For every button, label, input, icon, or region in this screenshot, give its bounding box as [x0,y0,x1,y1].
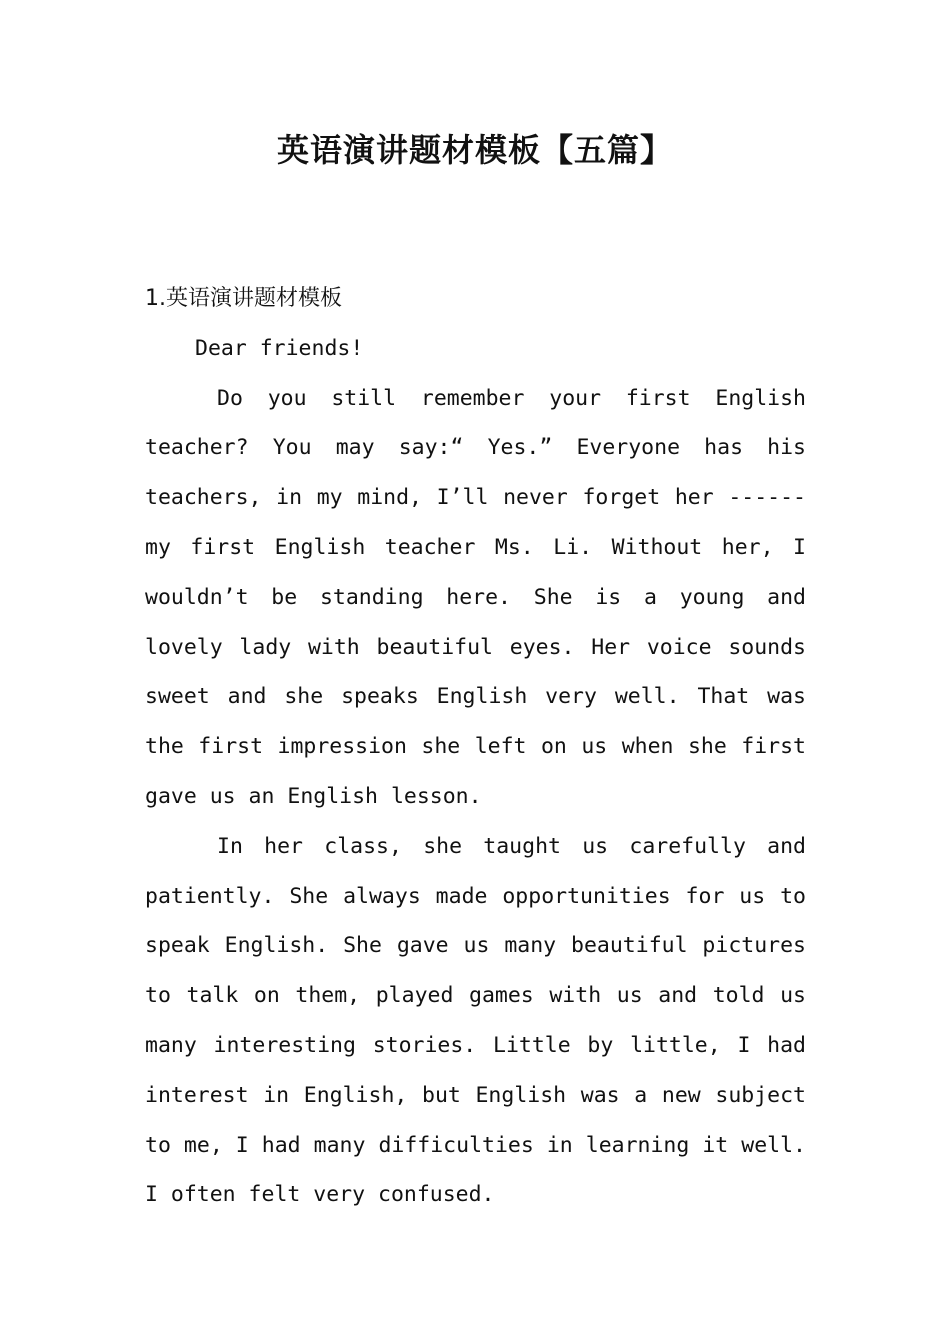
body-paragraph-2: In her class, she taught us carefully and patiently. She always made opportunities for us to speak English. She gave us many beautiful pictures to talk on them, played games with us and told us many interesting stories. Little by little, I had interest in English, but English was a new subject to me, I had many difficulties in learning it well. I often felt very confused. [145,833,806,1208]
document-body [145,274,806,1220]
greeting-line: Dear friends! [195,335,364,361]
document-title: 英语演讲题材模板【五篇】 [276,131,673,169]
section-heading: 1.英语演讲题材模板 [145,286,342,311]
body-paragraph-1: Do you still remember your first English teacher? You may say:“ Yes.” Everyone has his teachers, in my mind, I’ll never forget her ------ my first English teacher Ms. Li. Without her, I wouldn’t be standing here. She is a young and lovely lady with beautiful eyes. Her voice sounds sweet and she speaks English very well. That was the first impression she left on us when she first gave us an English lesson. [145,385,806,809]
